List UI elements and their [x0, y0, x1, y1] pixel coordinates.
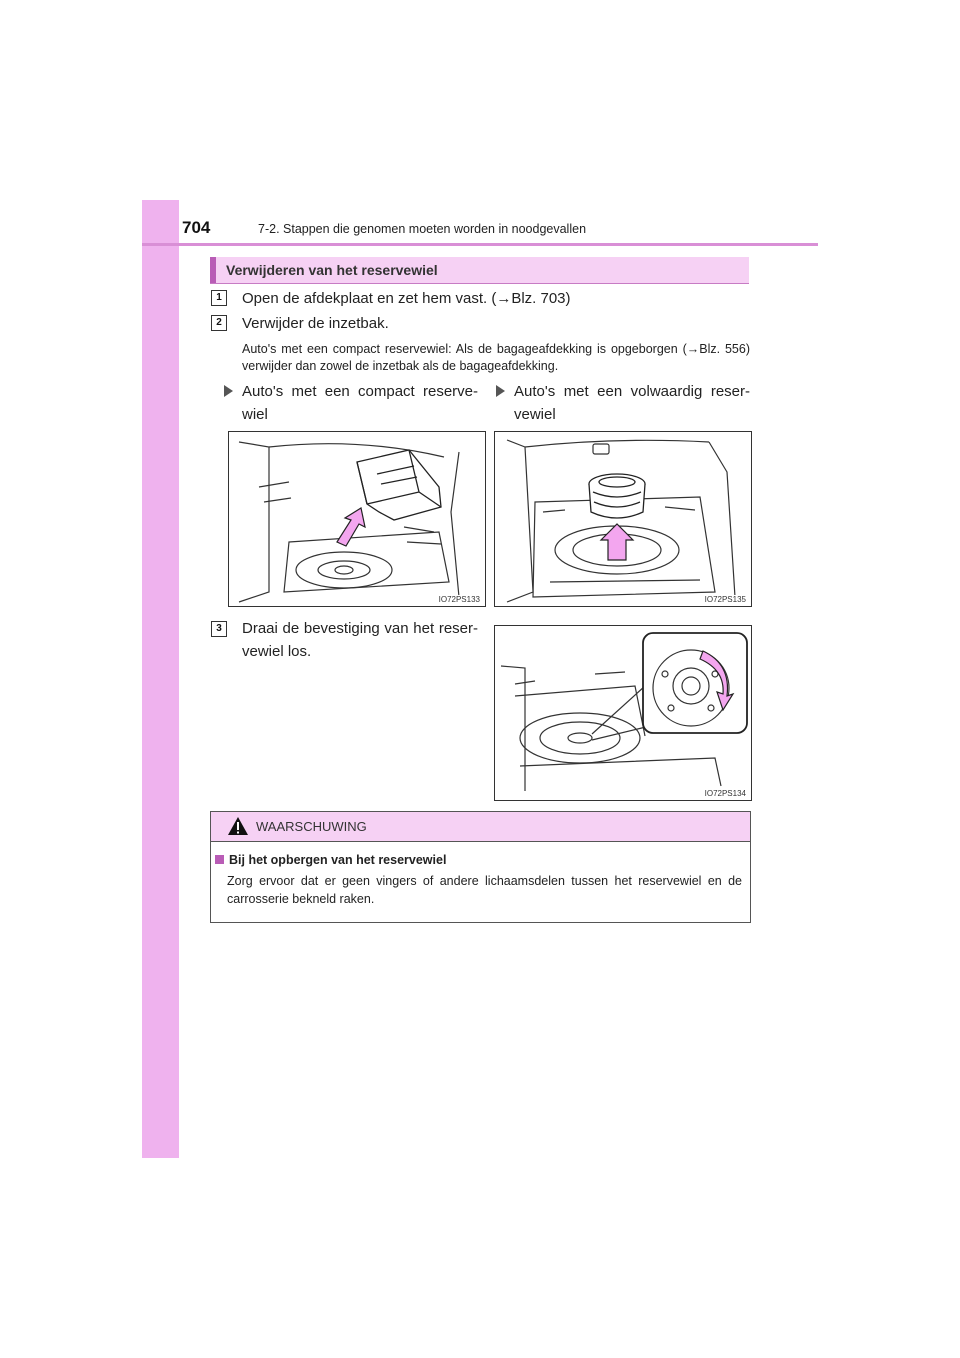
spare-wheel-illustration-icon: [495, 626, 751, 800]
step-text-3: Draai de bevestiging van het reser-vewiel los.: [242, 620, 478, 660]
page-number: 704: [182, 218, 211, 237]
figure-code: IO72PS134: [704, 789, 746, 798]
warning-title: WAARSCHUWING: [256, 819, 367, 834]
step-number-1: 1: [211, 290, 227, 306]
triangle-bullet-icon: [496, 385, 505, 397]
variant-compact-spare: [224, 380, 478, 426]
square-bullet-icon: [215, 855, 224, 864]
figure-code: IO72PS133: [438, 595, 480, 604]
figure-compact-spare-trunk: [228, 431, 486, 607]
variant-full-text: Auto's met een volwaardig reser-vewiel: [514, 383, 750, 423]
variant-full-spare: [496, 380, 750, 426]
triangle-bullet-icon: [224, 385, 233, 397]
step-text-2: Verwijder de inzetbak.: [242, 315, 389, 332]
trunk-illustration-icon: [229, 432, 485, 606]
step-note: Auto's met een compact reservewiel: Als de bagageafdekking is opgeborgen (→Blz. 556) verwijder dan zowel de inzetbak als de bagageafdekking.: [242, 342, 750, 373]
warning-item-title: [215, 853, 446, 867]
step-number-3: 3: [211, 621, 227, 637]
figure-code: IO72PS135: [704, 595, 746, 604]
figure-full-spare-trunk: [494, 431, 752, 607]
subsection-heading: [210, 257, 749, 284]
step-number-2: 2: [211, 315, 227, 331]
warning-triangle-icon: [227, 816, 249, 836]
warning-header: [211, 812, 750, 842]
subsection-heading-bar: [210, 257, 216, 283]
figure-spare-wheel-fastener: [494, 625, 752, 801]
header-rule: [142, 243, 818, 246]
trunk-illustration-icon: [495, 432, 751, 606]
step-text-1: Open de afdekplaat en zet hem vast. (→Blz. 703): [242, 290, 571, 307]
subsection-heading-text: Verwijderen van het reservewiel: [226, 262, 438, 278]
page-sidebar-tab: [142, 200, 179, 1158]
variant-compact-text: Auto's met een compact reserve-wiel: [242, 383, 478, 423]
warning-item-body: Zorg ervoor dat er geen vingers of andere lichaamsdelen tussen het reservewiel en de carrosserie bekneld raken.: [227, 874, 742, 906]
section-title: 7-2. Stappen die genomen moeten worden in noodgevallen: [258, 222, 587, 236]
warning-box: [210, 811, 751, 923]
warning-item-title-text: Bij het opbergen van het reservewiel: [229, 853, 447, 867]
